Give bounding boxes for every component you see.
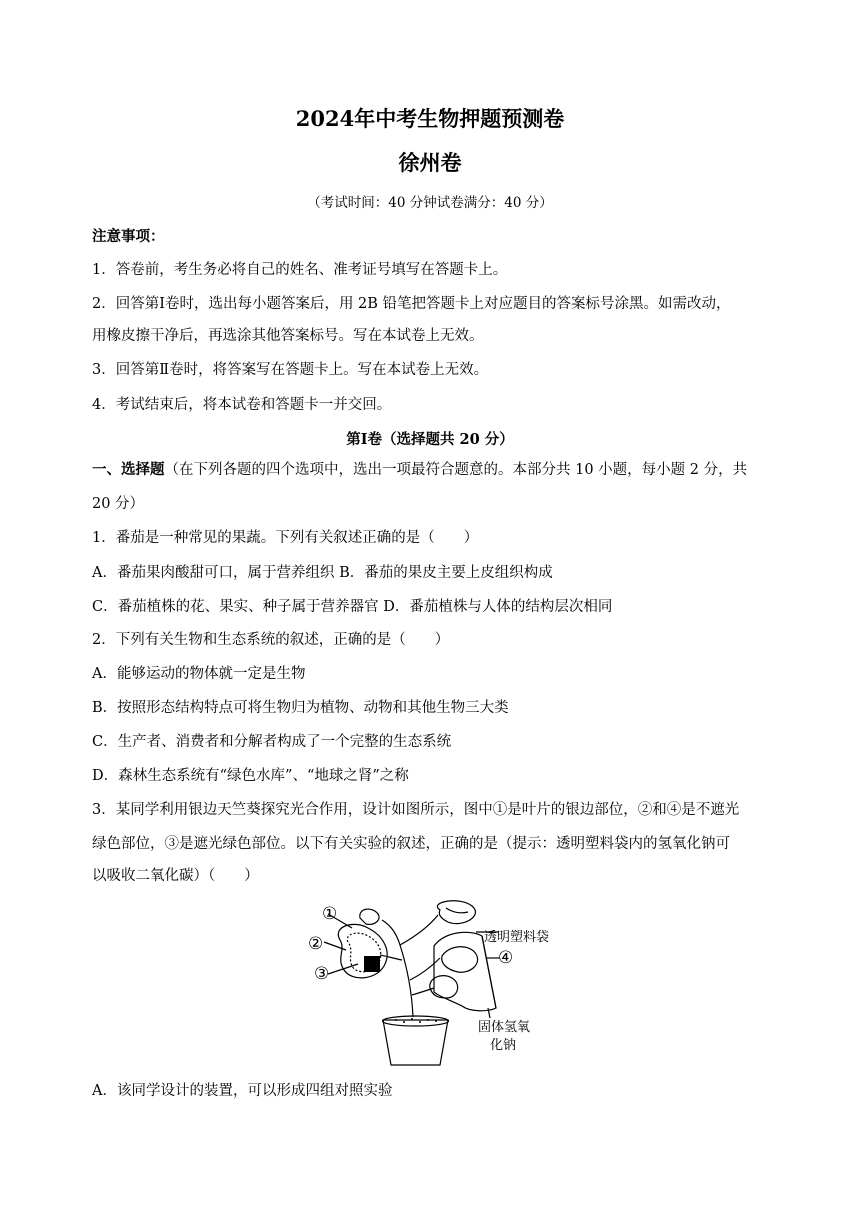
page-subtitle: 徐州卷 xyxy=(398,150,462,175)
notes-heading: 注意事项： xyxy=(92,228,165,245)
question-1-options-cd: C．番茄植株的花、果实、种子属于营养器官 D．番茄植株与人体的结构层次相同 xyxy=(92,599,613,615)
question-3-stem: 3．某同学利用银边天竺葵探究光合作用，设计如图所示，图中①是叶片的银边部位，②和④是不遮光 xyxy=(92,802,740,818)
question-2-option-a: A．能够运动的物体就一定是生物 xyxy=(92,666,306,682)
question-2-option-d: D．森林生态系统有“绿色水库”、“地球之肾”之称 xyxy=(92,768,409,784)
bag-label: 透明塑料袋 xyxy=(484,930,550,945)
note-item: 用橡皮擦干净后，再选涂其他答案标号。写在本试卷上无效。 xyxy=(92,328,484,344)
note-item: 3．回答第Ⅱ卷时，将答案写在答题卡上。写在本试卷上无效。 xyxy=(92,362,489,378)
question-2-stem: 2．下列有关生物和生态系统的叙述，正确的是（ ） xyxy=(92,632,450,648)
question-1-options-ab: A．番茄果肉酸甜可口，属于营养组织 B．番茄的果皮主要上皮组织构成 xyxy=(92,565,553,581)
exam-info: （考试时间：40 分钟试卷满分：40 分） xyxy=(307,195,553,211)
part-label: 一、选择题 xyxy=(92,461,165,478)
geranium-experiment-figure xyxy=(300,900,590,1070)
note-item: 1．答卷前，考生务必将自己的姓名、准考证号填写在答题卡上。 xyxy=(92,262,508,278)
page-title: 2024年中考生物押题预测卷 xyxy=(295,106,565,131)
marker-2: ② xyxy=(308,934,324,954)
question-3-stem: 以吸收二氧化碳）（ ） xyxy=(92,868,259,884)
marker-4: ④ xyxy=(498,948,514,968)
question-3-option-a: A．该同学设计的装置，可以形成四组对照实验 xyxy=(92,1083,393,1099)
part-intro xyxy=(92,460,747,480)
question-1-stem: 1．番茄是一种常见的果蔬。下列有关叙述正确的是（ ） xyxy=(92,530,479,546)
foil-cover xyxy=(364,956,380,972)
note-item: 2．回答第Ⅰ卷时，选出每小题答案后，用 2B 铅笔把答题卡上对应题目的答案标号涂黑。如需改动， xyxy=(92,296,731,312)
naoh-label: 固体氢氧 xyxy=(478,1020,531,1035)
question-2-option-c: C．生产者、消费者和分解者构成了一个完整的生态系统 xyxy=(92,734,452,750)
marker-1: ① xyxy=(322,904,338,924)
flower-pot xyxy=(383,1020,448,1065)
part-desc-cont: 20 分） xyxy=(92,496,145,512)
naoh-label: 化钠 xyxy=(490,1038,517,1053)
part-desc: （在下列各题的四个选项中，选出一项最符合题意的。本部分共 10 小题，每小题 2 分，共 xyxy=(164,462,748,478)
question-3-stem: 绿色部位，③是遮光绿色部位。以下有关实验的叙述，正确的是（提示：透明塑料袋内的氢氧化钠可 xyxy=(92,836,730,852)
question-2-option-b: B．按照形态结构特点可将生物归为植物、动物和其他生物三大类 xyxy=(92,700,509,716)
section-heading: 第Ⅰ卷（选择题共 20 分） xyxy=(346,431,514,448)
marker-3: ③ xyxy=(314,964,330,984)
note-item: 4．考试结束后，将本试卷和答题卡一并交回。 xyxy=(92,397,392,413)
